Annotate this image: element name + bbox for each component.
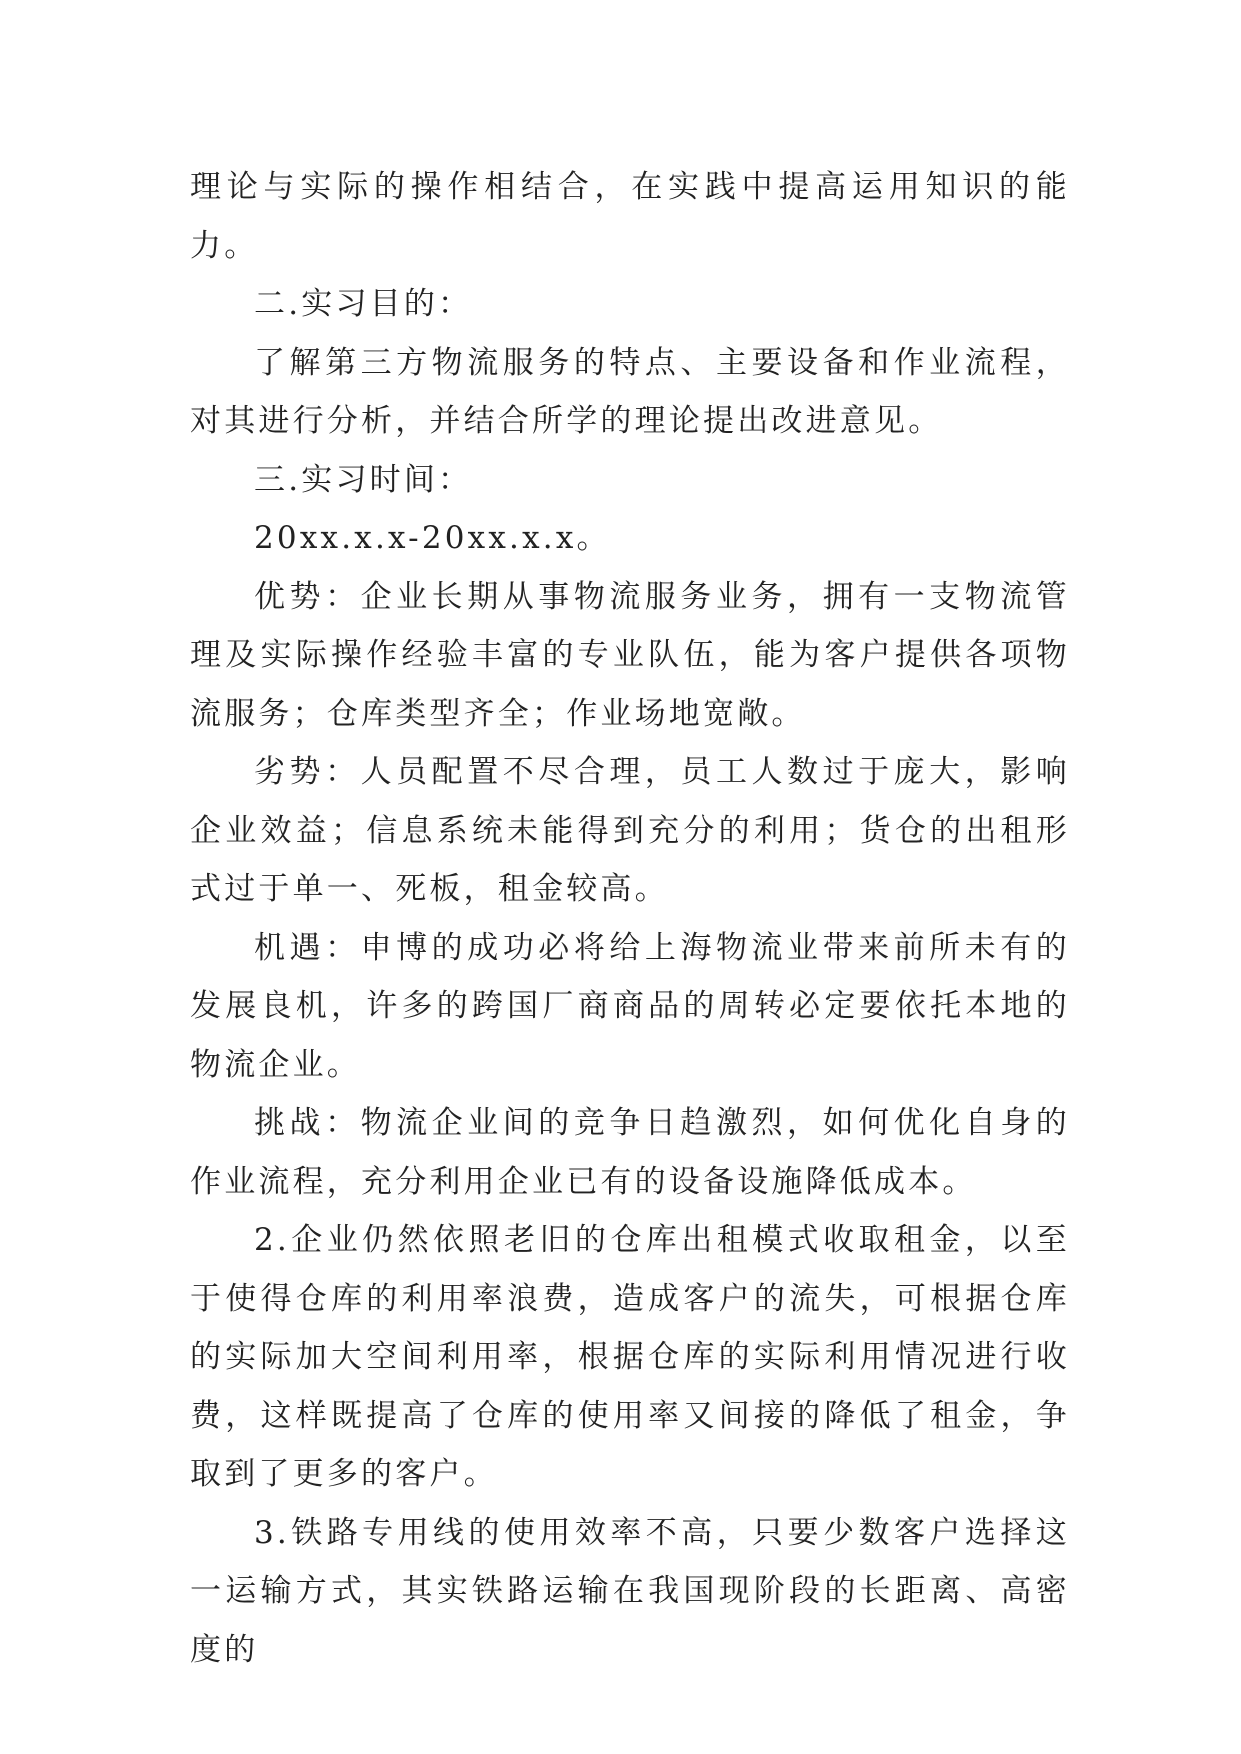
- section-heading-time: 三.实习时间：: [254, 461, 473, 498]
- paragraph-point-3: 3.铁路专用线的使用效率不高，只要少数客户选择这一运输方式，其实铁路运输在我国现阶段的长距离、高密度的: [190, 1514, 1070, 1668]
- paragraph-point-2: 2.企业仍然依照老旧的仓库出租模式收取租金，以至于使得仓库的利用率浪费，造成客户的流失，可根据仓库的实际加大空间利用率，根据仓库的实际利用情况进行收费，这样既提高了仓库的使用率又间接的降低了租金，争取到了更多的客户。: [190, 1222, 1070, 1492]
- paragraph-time: 20xx.x.x-20xx.x.x。: [254, 520, 611, 556]
- paragraph-opportunities: 机遇：申博的成功必将给上海物流业带来前所未有的发展良机，许多的跨国厂商商品的周转必定要依托本地的物流企业。: [190, 929, 1070, 1083]
- paragraph-purpose: 了解第三方物流服务的特点、主要设备和作业流程，对其进行分析，并结合所学的理论提出改进意见。: [190, 344, 1070, 439]
- paragraph-weaknesses: 劣势：人员配置不尽合理，员工人数过于庞大，影响企业效益；信息系统未能得到充分的利用；货仓的出租形式过于单一、死板，租金较高。: [190, 754, 1070, 907]
- paragraph-threats: 挑战：物流企业间的竞争日趋激烈，如何优化自身的作业流程，充分利用企业已有的设备设施降低成本。: [190, 1105, 1070, 1200]
- paragraph-strengths: 优势：企业长期从事物流服务业务，拥有一支物流管理及实际操作经验丰富的专业队伍，能为客户提供各项物流服务；仓库类型齐全；作业场地宽敞。: [190, 578, 1070, 732]
- paragraph-intro-continuation: 理论与实际的操作相结合，在实践中提高运用知识的能力。: [190, 169, 1070, 264]
- section-heading-purpose: 二.实习目的：: [254, 286, 473, 322]
- document-body: [190, 158, 1070, 1679]
